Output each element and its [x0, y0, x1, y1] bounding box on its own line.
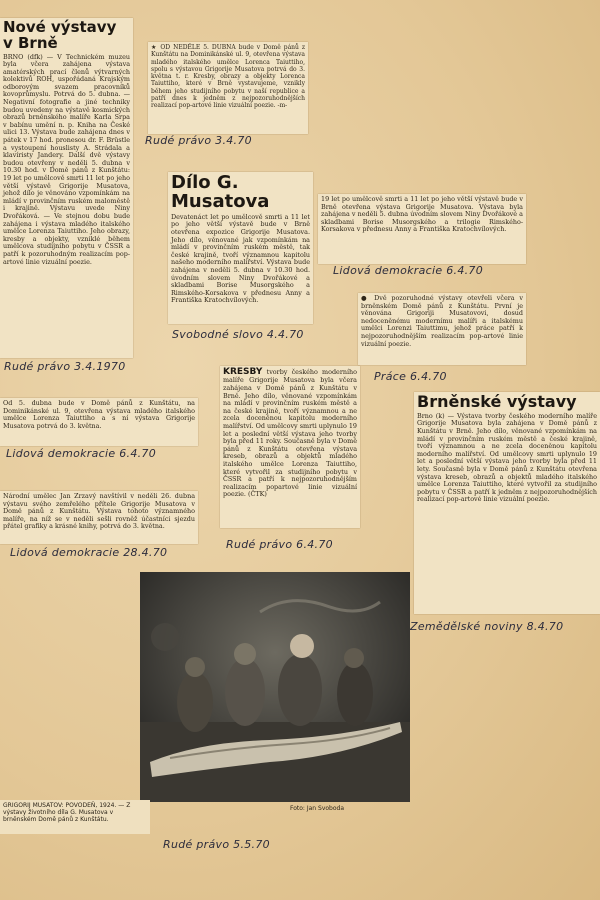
source-note: Lidová demokracie 6.4.70	[333, 264, 484, 277]
source-note: Zemědělské noviny 8.4.70	[410, 620, 564, 633]
clipping-text: ★ OD NEDĚLE 5. DUBNA bude v Domě pánů z Kunštátu na Dominikánské ul. 9, otevřena výstava mladého italského umělce Lorenca Taiuttiho, spolu s výstavou Grigorije Musatova potrvá do 3. května t. r. Kresby, obrazy a objekty Lorenca Taiuttiho, které v Brně vystavujeme, vznikly během jeho studijního pobytu v naší republice a patří dnes k jedněm z nejpozoruhodnějších realizací pop-artové linie vizuální poezie. -m-	[151, 44, 305, 110]
clipping-title: KRESBY	[223, 367, 263, 377]
source-note: Rudé právo 6.4.70	[226, 538, 333, 551]
source-note: Svobodné slovo 4.4.70	[172, 328, 304, 341]
source-note: Rudé právo 5.5.70	[163, 838, 270, 851]
source-note: Rudé právo 3.4.1970	[4, 360, 126, 373]
source-note: Lidová demokracie 28.4.70	[10, 546, 168, 559]
clipping-title: Brněnské výstavy	[417, 392, 577, 411]
clipping-dilo-musatova	[168, 172, 313, 324]
clipping-dve-vystavy	[358, 293, 526, 365]
clipping-text: Od 5. dubna bude v Domě pánů z Kunštátu, na Dominikánské ul. 9, otevřena výstava mladého italského umělce Lorenza Taiuttiho a s ní výstava Grigorije Musatova potrvá do 3. května.	[3, 399, 195, 430]
clipping-od-nedele	[148, 42, 308, 134]
clipping-title: Dílo G. Musatova	[171, 172, 270, 212]
clipping-brnenske-vystavy	[414, 392, 600, 614]
painting-image	[140, 572, 410, 802]
clipping-kresby	[220, 366, 360, 528]
clipping-title: Nové výstavy v Brně	[3, 18, 117, 52]
source-note: Lidová demokracie 6.4.70	[6, 447, 157, 460]
clipping-text: Devatenáct let po umělcově smrti a 11 let po jeho větší výstavě bude v Brně otevřena expozice Grigorije Musatova. Jeho dílo, věnované jak vzpomínkám na mládí v provinčním ruském městě, tak české krajině, tvoří významnou kapitolu našeho moderního malířství. Výstava bude zahájena v neděli 5. dubna v 10.30 hod. úvodním slovem Niny Dvořákové a skladbami Borise Musorgského a Rimského-Korsakova v přednesu Anny a Františka Kratochvílových.	[171, 212, 310, 305]
painting-photo	[140, 572, 410, 802]
clipping-text: ● Dvě pozoruhodné výstavy otevřeli včera v brněnském Domě pánů z Kunštátu. První je věnována Grigoriji Musatovovi, dosud nedoceněnému modernímu malíři a italskému umělci Lorenzi Taiuttimu, jehož práce patří k nejpozoruhodnějším realizacím pop-artové linie vizuální poezie.	[361, 294, 523, 348]
clipping-od-5-dubna	[0, 398, 198, 446]
photo-caption: GRIGORIJ MUSATOV: POVODEŇ, 1924. — Z výstavy životního díla G. Musatova v brněnském Domě pánů z Kunštátu.	[0, 800, 150, 834]
clipping-text: 19 let po umělcově smrti a 11 let po jeho větší výstavě bude v Brně otevřena výstava Grigorije Musatova. Výstava byla zahájena v neděli 5. dubna úvodním slovem Niny Dvořákové a skladbami Borise Musorgského a trilogie Rimského-Korsakova v přednesu Anny a Františka Kratochvílových.	[321, 195, 523, 234]
source-note: Rudé právo 3.4.70	[145, 134, 252, 147]
clipping-text: BRNO (dfk) — V Technickém muzeu byla včera zahájena výstava amatérských prací členů výtvarných kolektivů ROH, uspořádaná Krajským odborovým svazem pracovníků kovoprůmyslu. Potrvá do 5. dubna. — Negativní fotografie a jiné techniky budou uvedeny na výstavě kosmických obrazů brněnského malíře Karla Srpa v babínu umění n. p. Kniha na České ulici 13. Výstava bude zahájena dnes v pátek v 17 hod. pronesou dr. F. Brüstle a vystoupení houslisty A. Strádala a klavíristy Jandery. Další dvě výstavy budou otevřeny v neděli 5. dubna v 10.30 hod. v Domě pánů z Kunštátu: 19 let po umělcově smrti 11 let po jeho větší výstavě Grigorije Musatova, jehož dílo je věnováno vzpomínkám na mládí v provinčním ruském maloměstě i krajině. Výstavu uvede Niny Dvořáková. — Ve stejnou dobu bude zahájena i výstava mladého italského umělce Lorenza Taiuttiho. Jeho obrazy, kresby a objekty, vzniklé během umělcova studijního pobytu v ČSSR a patří k pozoruhodným realizacím pop-artové linie vizuální poezie.	[3, 52, 130, 266]
clipping-text: Národní umělec Jan Zrzavý navštívil v neděli 26. dubna výstavu svého zemřelého přítele Grigorije Musatova v Domě pánů z Kunštátu. Výstava tohoto významného malíře, na níž se v neděli sešli rovněž účastníci sjezdu přátel grafiky a krásné knihy, potrvá do 3. května.	[3, 492, 195, 531]
clipping-19-let	[318, 194, 526, 264]
photo-credit: Foto: Jan Svoboda	[290, 805, 345, 812]
clipping-text: Brno (k) — Výstava tvorby českého moderního malíře Grigorije Musatova byla zahájena v Domě pánů z Kunštátu v Brně. Jeho dílo, věnované vzpomínkám na mládí v provinčním ruském městě a české krajině, tvoří významnou a ne zcela doceněnou kapitolu moderního malířství. Od umělcovy smrti uplynulo 19 let a poslední větší výstava jeho tvorby byla před 11 lety. Současně byla v Domě pánů z Kunštátu otevřena výstava kreseb, obrazů a objektů mladého italského umělce Lorenza Taiuttiho, které vytvořil za studijního pobytu v ČSSR a patří k jedněm z nejpozoruhodnějších realizací pop-artové linie vizuální poezie.	[417, 411, 597, 504]
clipping-nove-vystavy	[0, 18, 133, 358]
source-note: Práce 6.4.70	[374, 370, 447, 383]
clipping-text: tvorby českého moderního malíře Grigorije Musatova byla včera zahájena v Domě pánů z Kunštátu v Brně. Jeho dílo, věnované vzpomínkám na mládí v provinčním ruském městě a na české krajině, tvoří významnou a ne zcela doceněnou kapitolu moderního malířství. Od umělcovy smrti uplynulo 19 let a poslední větší výstava jeho tvorby byla před 11 roky. Současně byla v Domě pánů z Kunštátu otevřena výstava kreseb, obrazů a objektů mladého italského umělce Lorenza Taiuttiho, které vytvořil za studijního pobytu v ČSSR a patří k nejpozoruhodnějším realizacím popartové linie vizuální poezie. (ČTK)	[223, 368, 357, 499]
clipping-jan-zrzavy	[0, 491, 198, 544]
